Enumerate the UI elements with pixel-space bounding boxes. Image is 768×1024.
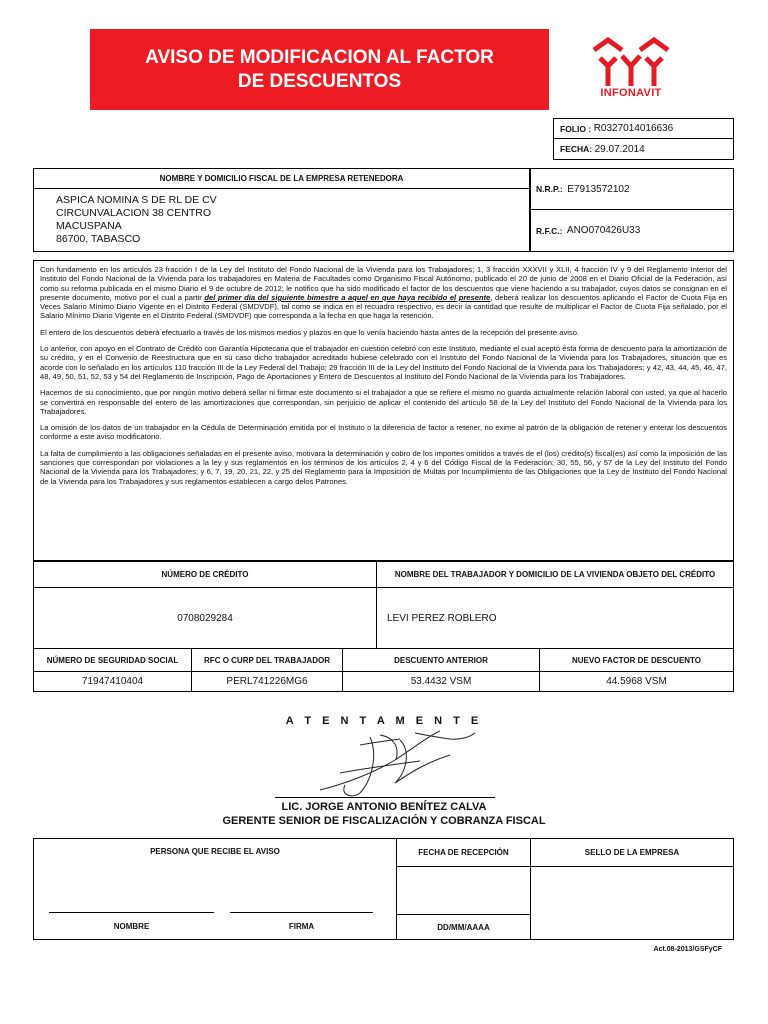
legal-text [33,260,734,561]
nombre-label: NOMBRE [113,922,150,931]
nuevo-factor-value: 44.5968 VSM [539,671,734,692]
fecha-recepcion-input[interactable] [397,867,530,915]
numero-credito-value: 0708029284 [33,587,377,649]
rfc-value: ANO070426U33 [566,225,641,236]
nuevo-factor-header: NUEVO FACTOR DE DESCUENTO [539,648,734,672]
recibo-persona-cell [33,838,397,940]
legal-paragraph-6: La falta de cumplimiento a las obligaciones señaladas en el presente aviso, motivara la determinación y cobro de los importes omitidos a través de el (los) crédito(s) fiscal(es) así como la imposición de las sanciones que correspondan por violaciones a la ley y sus reglamentos en los términos de los artículos 2, 4 y 6 del Código Fiscal de la Federación; 30, 55, 56, y 57 de la Ley del Instituto del Fondo Nacional de la Vivienda para los Trabajadores; y 6, 7, 19, 20, 21, 22, y 25 del Reglamento para la Imposición de Multas por Incumplimiento de las Obligaciones que la Ley de Instituto del Fondo Nacional de la Vivienda para los Trabajadores y sus reglamentos establecen a cargo delos Patrones. [40,448,727,486]
legal-paragraph-4: Hacemos de su conocimiento, que por ningún motivo deberá sellar ni firmar este documento si el trabajador a que se refiere el mismo no guarda actualmente relación laboral con usted, ya que al hacerlo se convertirá en responsable del entero de las amortizaciones que correspondan, sin perjuicio de aplicar el contenido del artículo 58 de la Ley del Instituto del Fondo Nacional de la Vivienda para los Trabajadores. [40,388,727,416]
empresa-city: MACUSPANA [56,220,122,232]
signer-name: LIC. JORGE ANTONIO BENÍTEZ CALVA [281,801,487,813]
empresa-name: ASPICA NOMINA S DE RL DE CV [56,194,217,206]
title-line-1: AVISO DE MODIFICACION AL FACTOR [145,46,494,68]
recibo-sello-cell [530,838,734,940]
folio-label: FOLIO : [560,123,592,134]
empresa-section [33,168,530,252]
legal-paragraph-5: La omisión de los datos de un trabajador en la Cédula de Determinación emitida por el Instituto o la diferencia de factor a retener, no exime al patrón de la obligación de retener y enterar los descuentos conforme a este aviso modificatorio. [40,423,727,442]
form-version-code: Act.08-2013/GSFyCF [653,946,722,953]
legal-p1-emphasis: del primer día del siguiente bimestre a aquel en que haya recibido el presente [204,292,491,302]
nss-value: 71947410404 [33,671,192,692]
empresa-address [34,189,529,246]
rfc-label: R.F.C.: [536,225,563,236]
nss-header: NÚMERO DE SEGURIDAD SOCIAL [33,648,192,672]
document-title-banner [90,29,549,110]
nrp-value: E7913572102 [567,183,630,195]
empresa-street: CIRCUNVALACION 38 CENTRO [56,207,211,219]
folio-box [553,118,734,139]
nrp-label: N.R.P.: [536,184,563,194]
rfc-curp-value: PERL741226MG6 [191,671,343,692]
fecha-value: 29.07.2014 [594,143,645,155]
legal-paragraph-2: El entero de los descuentos deberá efectuarlo a través de los mismos medios y plazos en que lo venía haciendo hasta antes de la recepción del presente aviso. [40,327,580,337]
sello-header: SELLO DE LA EMPRESA [531,839,733,867]
nombre-line [49,912,214,913]
atentamente-label: A T E N T A M E N T E [285,715,483,727]
numero-credito-header: NÚMERO DE CRÉDITO [33,561,377,588]
rfc-box [530,210,734,252]
trabajador-header: NOMBRE DEL TRABAJADOR Y DOMICILIO DE LA VIVIENDA OBJETO DEL CRÉDITO [376,561,734,588]
title-line-2: DE DESCUENTOS [237,70,402,92]
handwritten-signature-icon [300,725,480,800]
firma-line [230,912,373,913]
fecha-box [553,139,734,160]
nrp-box [530,168,734,210]
persona-header: PERSONA QUE RECIBE EL AVISO [150,847,280,856]
descuento-anterior-value: 53.4432 VSM [342,671,540,692]
legal-paragraph-3: Lo anterior, con apoyo en el Contrato de Crédito con Garantía Hipotecaria que el trabajador en cuestión celebró con este Instituto, mediante el cual aceptó ésta forma de descuento para la amortización de su crédito, y en el Convenio de Reestructura que en su caso dicho trabajador acreditado hubiese celebrado con el Instituto del Fondo Nacional de la Vivienda para los Trabajadores, situación que es acorde con lo señalado en los artículos 110 fracción III de la Ley Federal del Trabajo; 29 fracción III de la Ley del Instituto del Fondo Nacional de la Vivienda para los Trabajadores; y 42, 43, 44, 45, 46, 47, 48, 49, 50, 51, 52, 53 y 54 del Reglamento de Inscripción, Pago de Aportaciones y Entero de Descuentos al Instituto del Fondo Nacional de la Vivienda para los Trabajadores. [40,344,727,381]
signer-title: GERENTE SENIOR DE FISCALIZACIÓN Y COBRANZA FISCAL [222,815,546,827]
trabajador-value: LEVI PEREZ ROBLERO [376,587,734,649]
logo-text: INFONAVIT [600,87,662,99]
firma-label: FIRMA [288,922,315,931]
rfc-curp-header: RFC O CURP DEL TRABAJADOR [191,648,343,672]
descuento-anterior-header: DESCUENTO ANTERIOR [342,648,540,672]
fecha-recepcion-header: FECHA DE RECEPCIÓN [397,839,530,867]
empresa-zip-state: 86700, TABASCO [56,233,141,245]
empresa-header: NOMBRE Y DOMICILIO FISCAL DE LA EMPRESA RETENEDORA [34,169,529,189]
fecha-label: FECHA: [560,144,593,154]
recibo-fecha-cell [396,838,531,940]
signature-line [275,797,495,798]
legal-p1-part-a: Con fundamento en los artículos 23 fracción I de la Ley del Instituto del Fondo Nacional de la Vivienda para los Trabajadores; 1, 3 fracción XXXVII y XLII, 4 fracción IV y 9 del Reglamento Interior del Instituto del Fondo Nacional de la Vivienda para los trabajadores en Materia de Facultades como Organismo Fiscal Autónomo, publicado el 20 de junio de 2008 en el Diario Oficial de la Federación, así como su reforma publicada en el mismo Diario el 9 de octubre de 2012; le notifico que ha sido modificado el factor de los descuentos que viene haciendo a su trabajador, cuyos datos se consignan en el presente documento, motivo por el cual a partir [40,265,727,302]
legal-paragraph-1 [40,265,727,321]
fecha-format-label: DD/MM/AAAA [437,923,490,932]
legal-p1-part-b: , deberá realizar los descuentos aplicando el Factor de Cuota Fija en Veces Salario Mínimo Diario Vigente en el Distrito Federal (SMDVDF), tal como se indica en el recuadro respectivo, es decir la cantidad que resulte de multiplicar el Factor de Cuota Fija señalado, por el Salario Mínimo Diario Vigente en el Distrito Federal (SMDVDF) que corresponda a la fecha en que haga la retención. [40,292,728,321]
folio-value: R0327014016636 [593,123,674,134]
